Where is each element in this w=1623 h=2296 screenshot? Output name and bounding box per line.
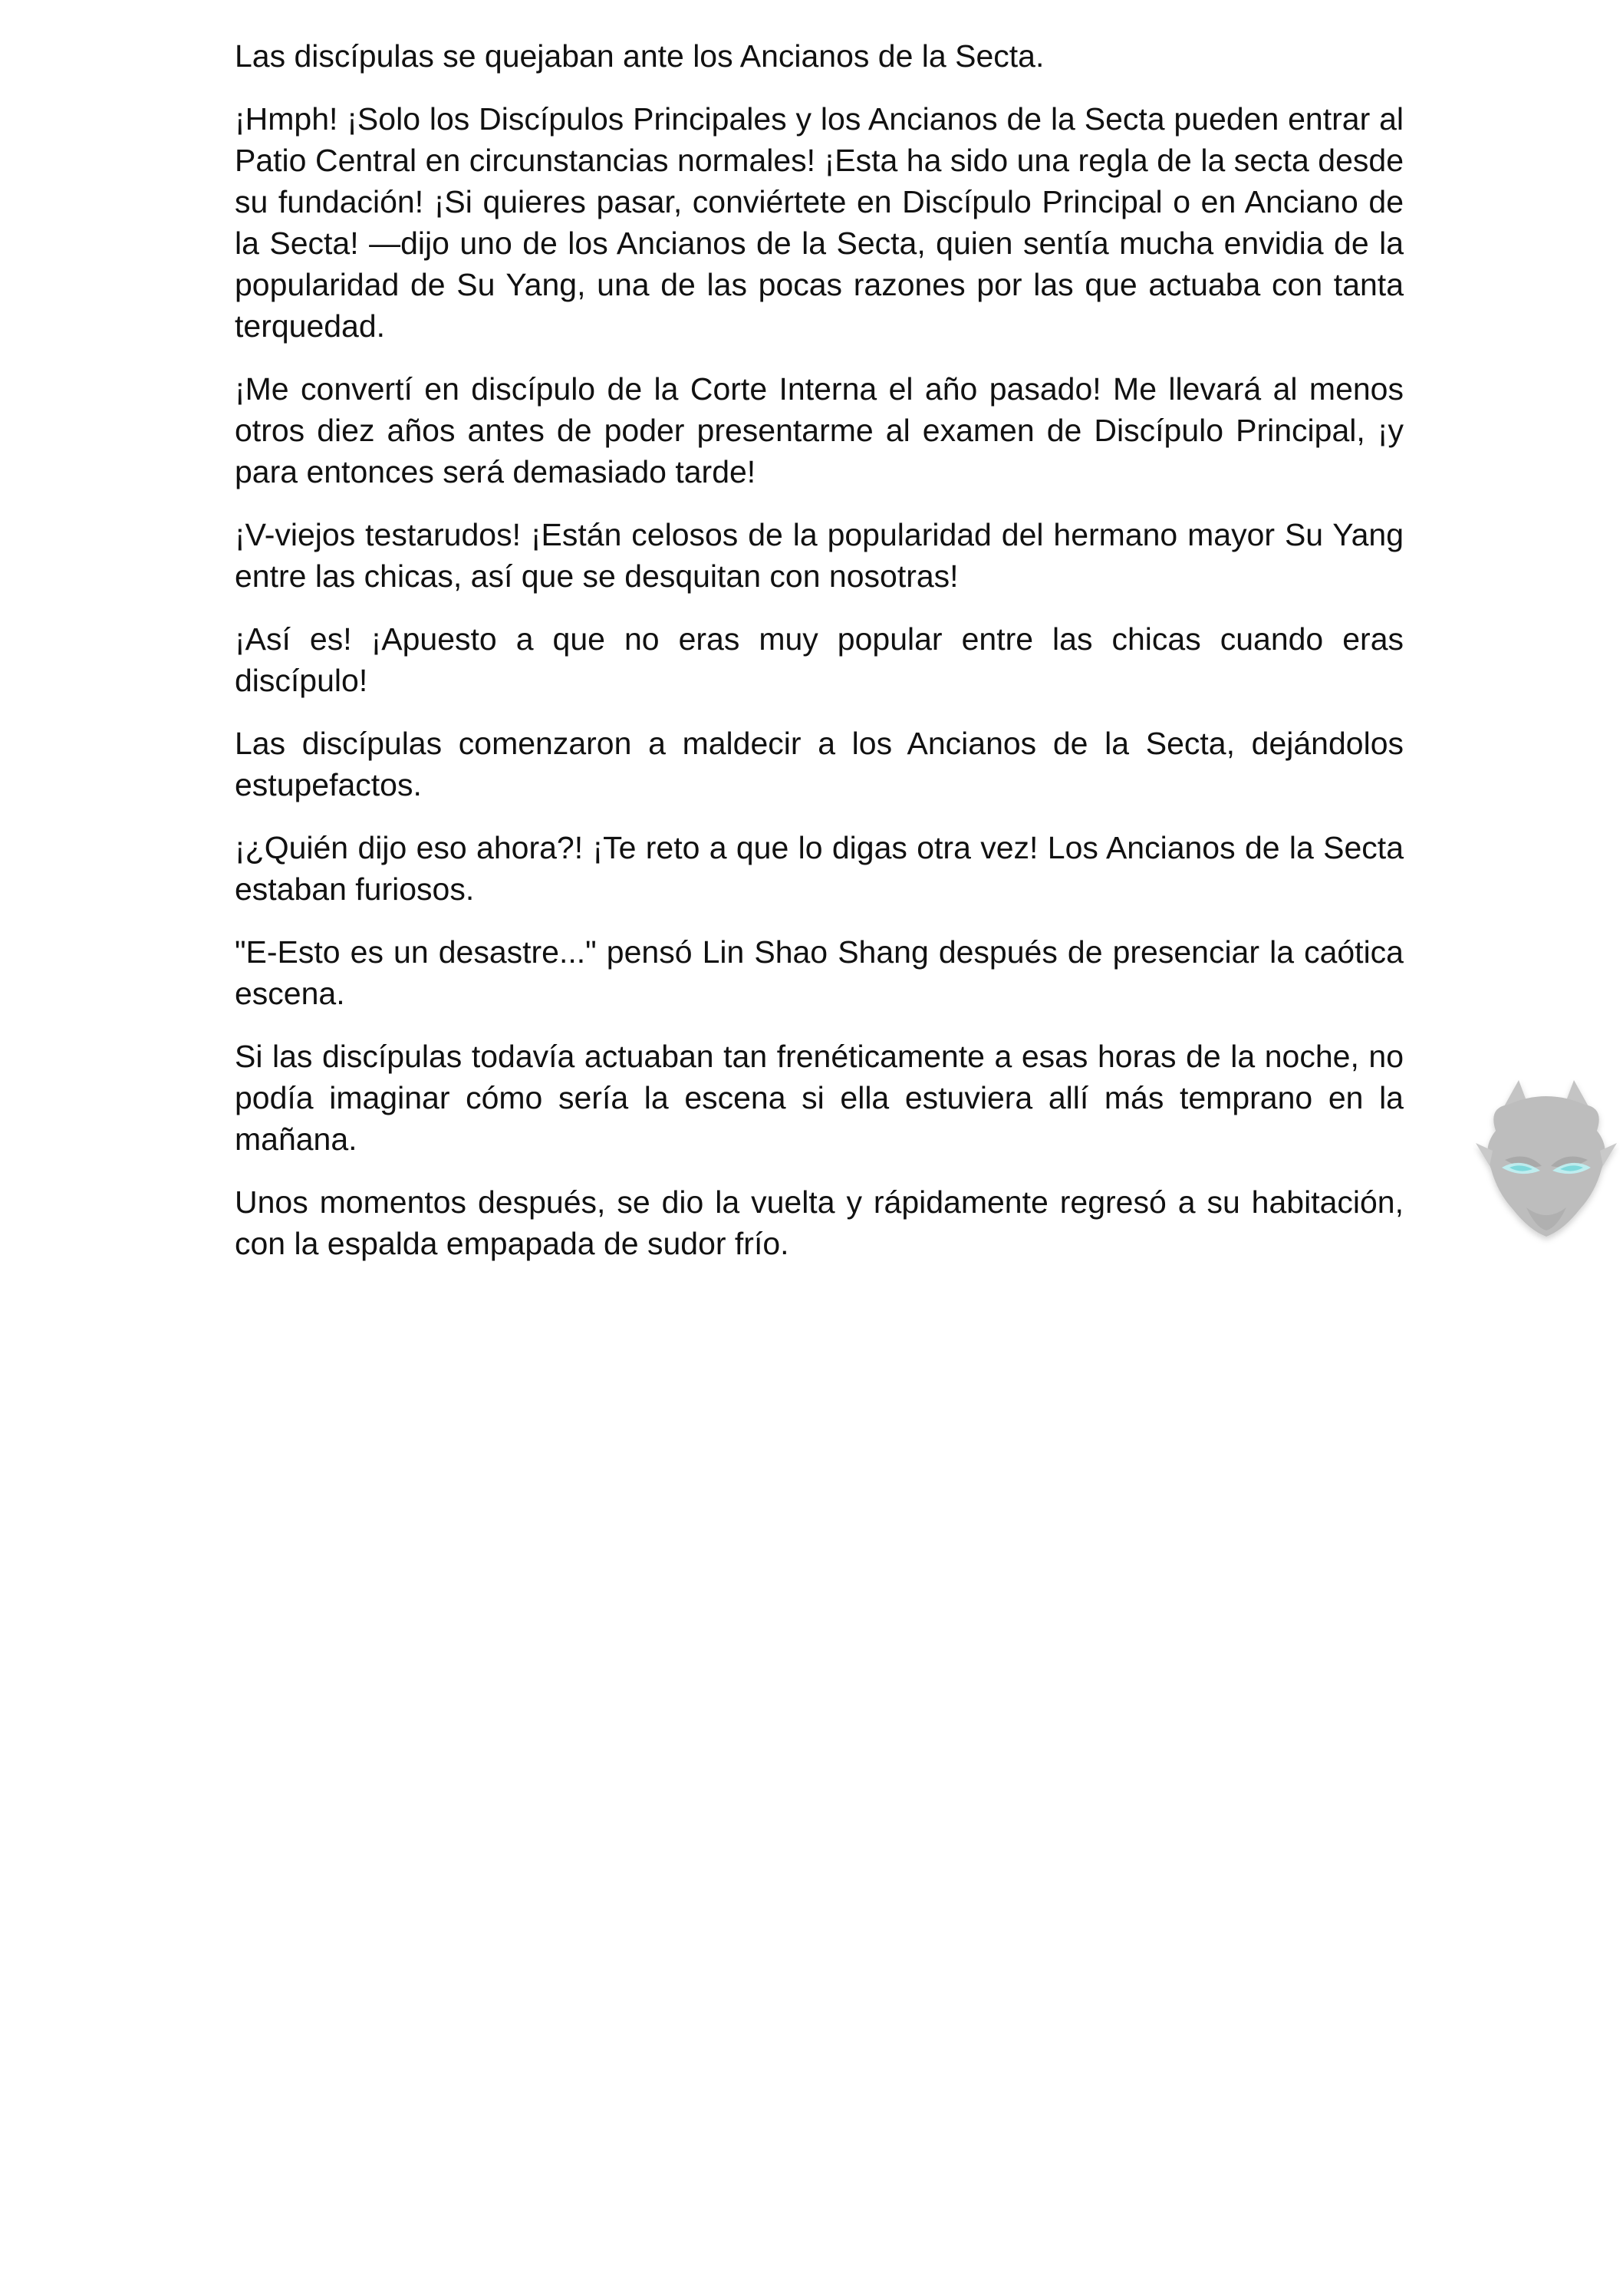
- paragraph-1: Las discípulas se quejaban ante los Ancianos de la Secta.: [235, 38, 1045, 74]
- paragraph-9: Si las discípulas todavía actuaban tan frenéticamente a esas horas de la noche, no podía imaginar cómo sería la escena si ella estuviera allí más temprano en la mañana.: [235, 1039, 1404, 1157]
- paragraph-6: Las discípulas comenzaron a maldecir a los Ancianos de la Secta, dejándolos estupefactos.: [235, 726, 1404, 802]
- document-body: [235, 35, 1404, 1286]
- demon-head-icon: [1473, 1077, 1620, 1246]
- paragraph-3: ¡Me convertí en discípulo de la Corte Interna el año pasado! Me llevará al menos otros diez años antes de poder presentarme al examen de Discípulo Principal, ¡y para entonces será demasiado tarde!: [235, 371, 1404, 489]
- paragraph-4: ¡V-viejos testarudos! ¡Están celosos de la popularidad del hermano mayor Su Yang entre las chicas, así que se desquitan con nosotras!: [235, 517, 1404, 594]
- paragraph-7: ¡¿Quién dijo eso ahora?! ¡Te reto a que lo digas otra vez! Los Ancianos de la Secta estaban furiosos.: [235, 830, 1404, 907]
- paragraph-2: ¡Hmph! ¡Solo los Discípulos Principales y los Ancianos de la Secta pueden entrar al Patio Central en circunstancias normales! ¡Esta ha sido una regla de la secta desde su fundación! ¡Si quieres pasar, conviértete en Discípulo Principal o en Anciano de la Secta! —dijo uno de los Ancianos de la Secta, quien sentía mucha envidia de la popularidad de Su Yang, una de las pocas razones por las que actuaba con tanta terquedad.: [235, 101, 1404, 344]
- paragraph-5: ¡Así es! ¡Apuesto a que no eras muy popular entre las chicas cuando eras discípulo!: [235, 621, 1404, 698]
- paragraph-10: Unos momentos después, se dio la vuelta y rápidamente regresó a su habitación, con la espalda empapada de sudor frío.: [235, 1184, 1404, 1261]
- paragraph-8: "E-Esto es un desastre..." pensó Lin Shao Shang después de presenciar la caótica escena.: [235, 934, 1404, 1011]
